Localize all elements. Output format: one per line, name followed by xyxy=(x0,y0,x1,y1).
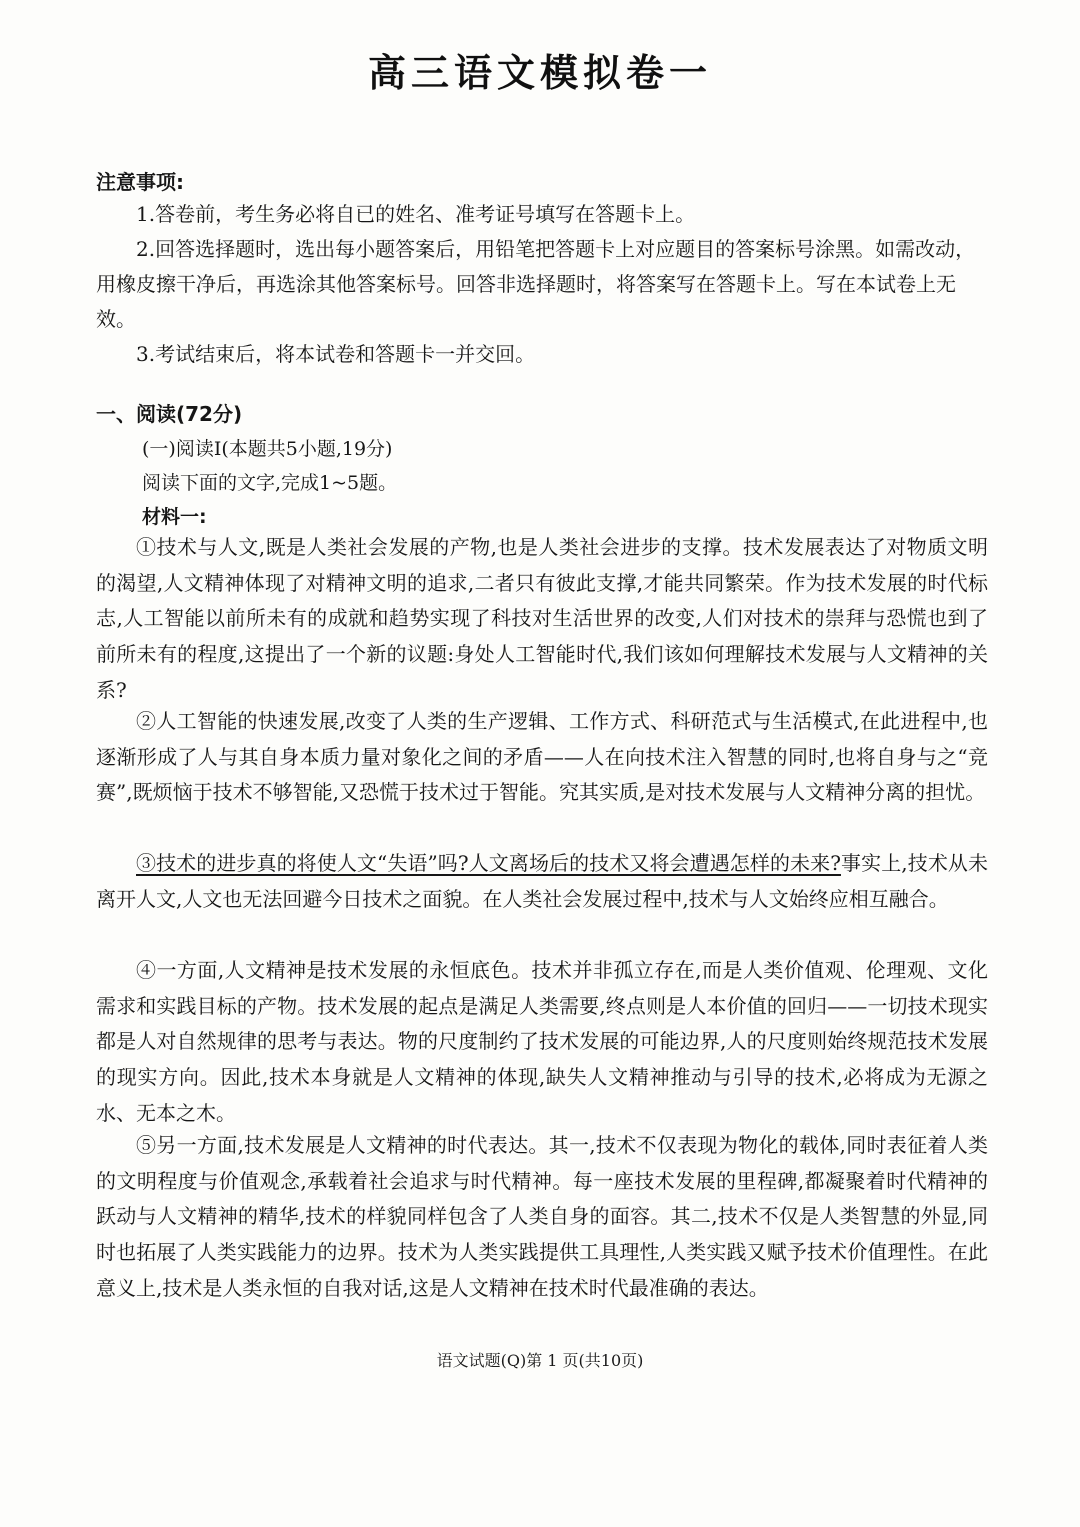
reading-instruction: 阅读下面的文字,完成1~5题。 xyxy=(142,472,398,494)
paragraph-3-rest: 事实上,技术从未离开人文,人文也无法回避今日技术之面貌。在人类社会发展过程中,技术与人文始终应相互融合。 xyxy=(96,851,988,911)
paragraph-3-underlined-question: ③技术的进步真的将使人文“失语”吗?人文离场后的技术又将会遭遇怎样的未来? xyxy=(136,851,841,875)
reading-sub-heading: (一)阅读Ⅰ(本题共5小题,19分) xyxy=(142,438,393,460)
notice-item-2: 2.回答选择题时，选出每小题答案后，用铅笔把答题卡上对应题目的答案标号涂黑。如需改动，用橡皮擦干净后，再选涂其他答案标号。回答非选择题时，将答案写在答题卡上。写在本试卷上无效。 xyxy=(96,237,976,331)
paragraph-4: ④一方面,人文精神是技术发展的永恒底色。技术并非孤立存在,而是人类价值观、伦理观、文化需求和实践目标的产物。技术发展的起点是满足人类需要,终点则是人本价值的回归——一切技术现实都是人对自然规律的思考与表达。物的尺度制约了技术发展的可能边界,人的尺度则始终规范技术发展的现实方向。因此,技术本身就是人文精神的体现,缺失人文精神推动与引导的技术,必将成为无源之水、无本之木。 xyxy=(96,958,988,1125)
paragraph-3 xyxy=(96,846,988,917)
paragraph-2: ②人工智能的快速发展,改变了人类的生产逻辑、工作方式、科研范式与生活模式,在此进程中,也逐渐形成了人与其自身本质力量对象化之间的矛盾——人在向技术注入智慧的同时,也将自身与之“竞赛”,既烦恼于技术不够智能,又恐慌于技术过于智能。究其实质,是对技术发展与人文精神分离的担忧。 xyxy=(96,709,988,805)
notice-item-3: 3.考试结束后，将本试卷和答题卡一并交回。 xyxy=(136,342,536,366)
notice-item-1: 1.答卷前，考生务必将自已的姓名、准考证号填写在答题卡上。 xyxy=(136,202,696,226)
notice-heading: 注意事项: xyxy=(96,170,184,194)
section-heading: 一、阅读(72分) xyxy=(96,402,243,426)
page-title: 高三语文模拟卷一 xyxy=(367,51,712,95)
paragraph-1: ①技术与人文,既是人类社会发展的产物,也是人类社会进步的支撑。技术发展表达了对物质文明的渴望,人文精神体现了对精神文明的追求,二者只有彼此支撑,才能共同繁荣。作为技术发展的时代标志,人工智能以前所未有的成就和趋势实现了科技对生活世界的改变,人们对技术的崇拜与恐慌也到了前所未有的程度,这提出了一个新的议题:身处人工智能时代,我们该如何理解技术发展与人文精神的关系? xyxy=(96,535,988,702)
material-label: 材料一: xyxy=(142,506,207,528)
page-footer: 语文试题(Q)第 1 页(共10页) xyxy=(436,1351,644,1370)
paragraph-5: ⑤另一方面,技术发展是人文精神的时代表达。其一,技术不仅表现为物化的载体,同时表征着人类的文明程度与价值观念,承载着社会追求与时代精神。每一座技术发展的里程碑,都凝聚着时代精神的跃动与人文精神的精华,技术的样貌同样包含了人类自身的面容。其二,技术不仅是人类智慧的外显,同时也拓展了人类实践能力的边界。技术为人类实践提供工具理性,人类实践又赋予技术价值理性。在此意义上,技术是人类永恒的自我对话,这是人文精神在技术时代最准确的表达。 xyxy=(96,1133,988,1300)
